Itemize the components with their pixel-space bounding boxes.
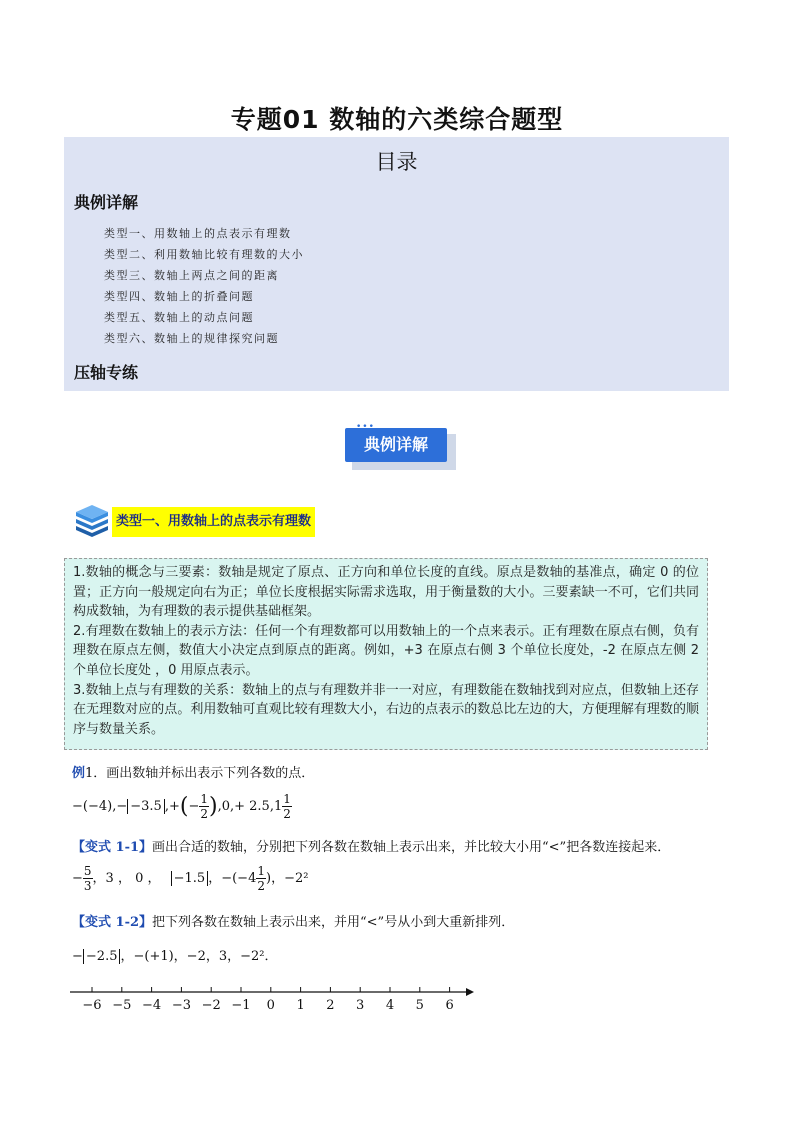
variant2-prompt (72, 911, 514, 930)
math-text: ，−(+1)，−2，3，−2²． (120, 949, 278, 964)
math-text: ，3 ， 0 ， (92, 871, 161, 886)
axis-tick-label: 6 (445, 998, 454, 1013)
document-title: 专题01 数轴的六类综合题型 (230, 105, 564, 134)
toc-item[interactable]: 类型一、用数轴上的点表示有理数 (104, 227, 292, 240)
axis-tick-label: 2 (326, 998, 335, 1013)
variant1-text: 画出合适的数轴，分别把下列各数在数轴上表示出来，并比较大小用“<”把各数连接起来． (152, 840, 671, 855)
variant-label: 【变式 1-1】 (72, 840, 153, 855)
banner-dots: ••• (356, 422, 375, 432)
math-text: )，−2² (266, 871, 309, 886)
fraction: $\frac{5}{3}$ (83, 864, 92, 893)
toc-heading: 目录 (375, 150, 418, 174)
axis-tick-label: 4 (385, 998, 395, 1013)
number-line (70, 982, 480, 1022)
math-text: ，−(−4 (208, 871, 257, 886)
axis-tick-label: −6 (82, 998, 102, 1013)
toc-item[interactable]: 类型二、利用数轴比较有理数的大小 (104, 248, 304, 261)
toc-item[interactable]: 类型四、数轴上的折叠问题 (104, 290, 254, 303)
book-stack-icon (72, 502, 112, 538)
axis-arrow (466, 988, 474, 996)
math-text: − (72, 949, 83, 964)
note-paragraph: 2.有理数在数轴上的表示方法：任何一个有理数都可以用数轴上的一个点来表示。正有理数在原点右侧，负有理数在原点左侧，数值大小决定点到原点的距离。例如，+3 在原点右侧 3 个单位长度处，-2 在原点左侧 2 个单位长度处 ，0 用原点表示。 (73, 623, 699, 678)
axis-tick-label: −3 (171, 998, 191, 1013)
type1-heading: 类型一、用数轴上的点表示有理数 (112, 507, 315, 537)
math-text: ,+ (164, 799, 180, 814)
toc-section-practice[interactable]: 压轴专练 (74, 363, 139, 382)
axis-tick-label: −2 (201, 998, 221, 1013)
toc-item[interactable]: 类型三、数轴上两点之间的距离 (104, 269, 279, 282)
axis-tick-label: 0 (266, 998, 275, 1013)
knowledge-box (64, 558, 708, 750)
math-text: − (72, 871, 83, 886)
toc-item[interactable]: 类型五、数轴上的动点问题 (104, 311, 254, 324)
axis-tick-label: −4 (142, 998, 162, 1013)
example1-text: 1．画出数轴并标出表示下列各数的点． (85, 766, 315, 781)
toc-item[interactable]: 类型六、数轴上的规律探究问题 (104, 332, 279, 345)
abs-value: −2.5 (83, 949, 121, 964)
toc-section-examples[interactable]: 典例详解 (74, 193, 139, 212)
note-paragraph: 3.数轴上点与有理数的关系：数轴上的点与有理数并非一一对应，有理数能在数轴找到对应点，但数轴上还存在无理数对应的点。利用数轴可直观比较有理数大小，右边的点表示的数总比左边的大，方便理解有理数的顺序与数量关系。 (73, 682, 699, 737)
example1-numbers: −(−4),− −3.5 ,+(− $\frac{1}{2}$ ),0,+ 2.5,1 $\frac{1}{2}$ (72, 792, 291, 821)
variant1-prompt (72, 836, 670, 855)
axis-tick-label: 3 (356, 998, 365, 1013)
example-label: 例 (72, 766, 86, 781)
math-text: ,0,+ 2.5,1 (217, 799, 283, 814)
section-banner: 典例详解 (345, 428, 447, 462)
variant2-numbers (72, 945, 278, 964)
note-paragraph: 1.数轴的概念与三要素：数轴是规定了原点、正方向和单位长度的直线。原点是数轴的基准点，确定 0 的位置；正方向一般规定向右为正；单位长度根据实际需求选取，用于衡量数的大小。三要素缺一不可，它们共同构成数轴，为有理数的表示提供基础框架。 (73, 565, 699, 620)
axis-tick-label: 5 (415, 998, 424, 1013)
axis-tick-label: −5 (112, 998, 132, 1013)
fraction: $\frac{1}{2}$ (257, 864, 265, 893)
axis-tick-label: −1 (231, 998, 251, 1013)
example1-prompt (72, 762, 314, 781)
math-text: −(−4),− (72, 799, 128, 814)
math-text: − (188, 799, 200, 814)
fraction: $\frac{1}{2}$ (200, 792, 208, 821)
table-of-contents (64, 137, 729, 391)
variant1-numbers (72, 864, 308, 893)
abs-value: −1.5 (171, 871, 209, 886)
abs-value: −3.5 (127, 799, 165, 814)
axis-tick-label: 1 (296, 998, 305, 1013)
variant2-text: 把下列各数在数轴上表示出来，并用“<”号从小到大重新排列． (152, 915, 515, 930)
variant-label: 【变式 1-2】 (72, 915, 153, 930)
fraction: $\frac{1}{2}$ (283, 792, 291, 821)
